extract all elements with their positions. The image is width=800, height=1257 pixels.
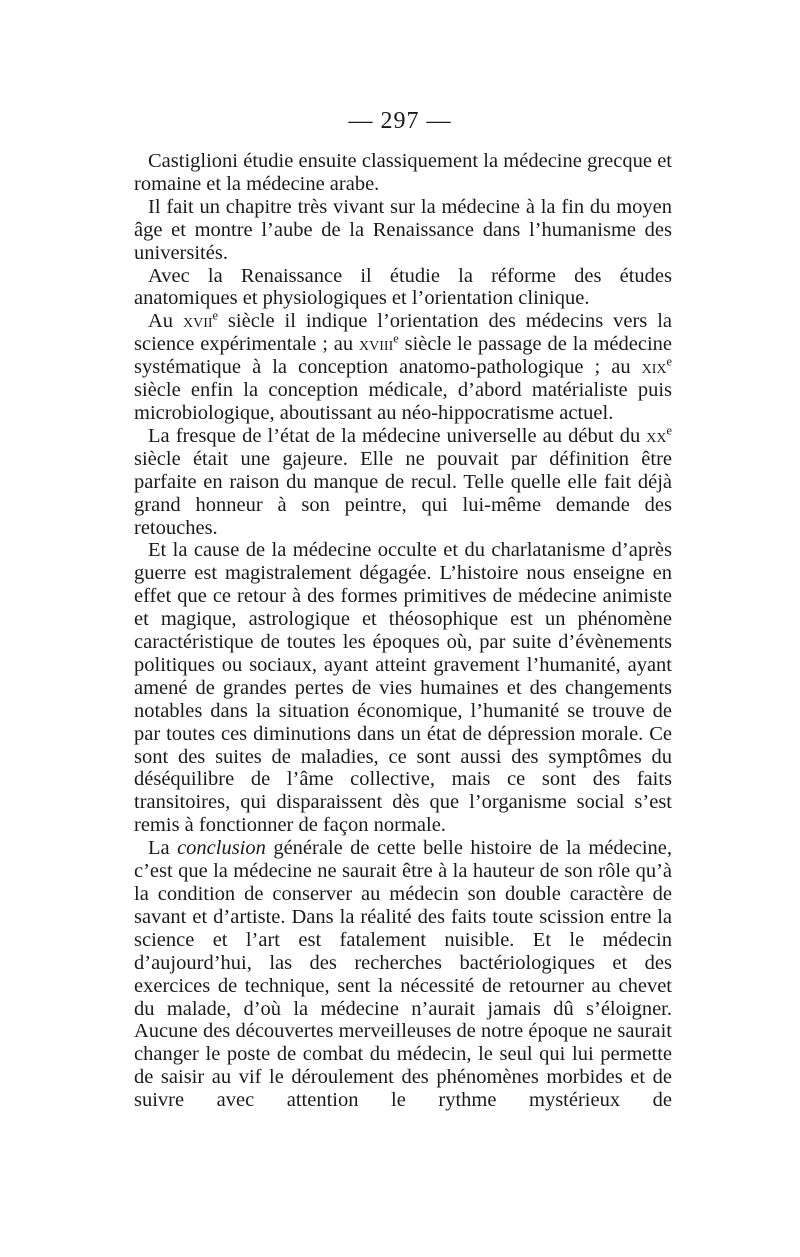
body-text xyxy=(134,150,672,1112)
paragraph-3: Avec la Renaissance il étudie la réforme des études anatomiques et physiologiques et l’orientation clinique. xyxy=(134,264,672,310)
paragraph-7-text-a: La xyxy=(148,837,178,860)
paragraph-4-text-d: siècle enfin la conception médicale, d’abord matérialiste puis microbiologique, aboutissant au néo-hippocratisme actuel. xyxy=(134,379,672,424)
paragraph-4-text-a: Au xyxy=(148,310,183,333)
paragraph-2: Il fait un chapitre très vivant sur la médecine à la fin du moyen âge et montre l’aube de la Renaissance dans l’humanisme des universités. xyxy=(134,195,672,264)
paragraph-1: Castiglioni étudie ensuite classiquement la médecine grecque et romaine et la médecine arabe. xyxy=(134,150,672,195)
paragraph-6: Et la cause de la médecine occulte et du charlatanisme d’après guerre est magistralement dégagée. L’histoire nous enseigne en effet que ce retour à des formes primitives de médecine animiste et magique, astrologique et théosophique est un phénomène caractéristique de toutes les époques où, par suite d’évènements politiques ou sociaux, ayant atteint gravement l’humanité, ayant amené de grandes pertes de vies humaines et des changements notables dans la situation économique, l’humanité se trouve de par toutes ces diminutions dans un état de dépression morale. Ce sont des suites de maladies, ce sont aussi des symptômes du déséquilibre de l’âme collective, mais ce sont des faits transitoires, qui disparaissent dès que l’organisme social s’est remis à fonctionner de façon normale. xyxy=(134,539,672,837)
paragraph-5-text-b: siècle était une gajeure. Elle ne pouvait par définition être parfaite en raison du manque de recul. Telle quelle elle fait déjà grand honneur à son peintre, qui lui-même demande des retouches. xyxy=(134,447,672,539)
superscript-e: e xyxy=(212,308,218,323)
paragraph-4-text-c: siècle le passage de la médecine systématique à la conception anatomo-pathologique ; au xyxy=(134,333,672,379)
superscript-e: e xyxy=(666,354,672,369)
page-number: — 297 — xyxy=(348,108,452,134)
paragraph-7-text-b: générale de cette belle histoire de la médecine, c’est que la médecine ne saurait être à la hauteur de son rôle qu’à la condition de conserver au médecin son double caractère de savant et d’artiste. Dans la réalité des faits toute scission entre la science et l’art est fatalement nuisible. Et le médecin d’aujourd’hui, las des recherches bactériologiques et des exercices de technique, sent la nécessité de retourner au chevet du malade, d’où la médecine n’aurait jamais dû s’éloigner. Aucune des découvertes merveilleuses de notre époque ne saurait changer le poste de combat du médecin, le seul qui lui permette de saisir au vif le déroulement des phénomènes morbides et de suivre avec attention le rythme mystérieux de xyxy=(134,837,672,1112)
paragraph-5 xyxy=(134,425,672,540)
century-numeral-20: xx xyxy=(646,424,667,447)
century-numeral-18: xviii xyxy=(359,333,394,356)
paragraph-7 xyxy=(134,837,672,1112)
century-numeral-17: xvii xyxy=(182,310,213,333)
superscript-e: e xyxy=(666,423,672,438)
paragraph-5-text-a: La fresque de l’état de la médecine universelle au début du xyxy=(148,424,647,447)
paragraph-4 xyxy=(134,310,672,425)
century-numeral-19: xix xyxy=(641,356,667,379)
superscript-e: e xyxy=(393,331,399,346)
paragraph-4-text-b: siècle il indique l’orientation des médecins vers la science expérimentale ; au xyxy=(134,310,672,356)
emphasis-conclusion: conclusion xyxy=(177,837,266,860)
